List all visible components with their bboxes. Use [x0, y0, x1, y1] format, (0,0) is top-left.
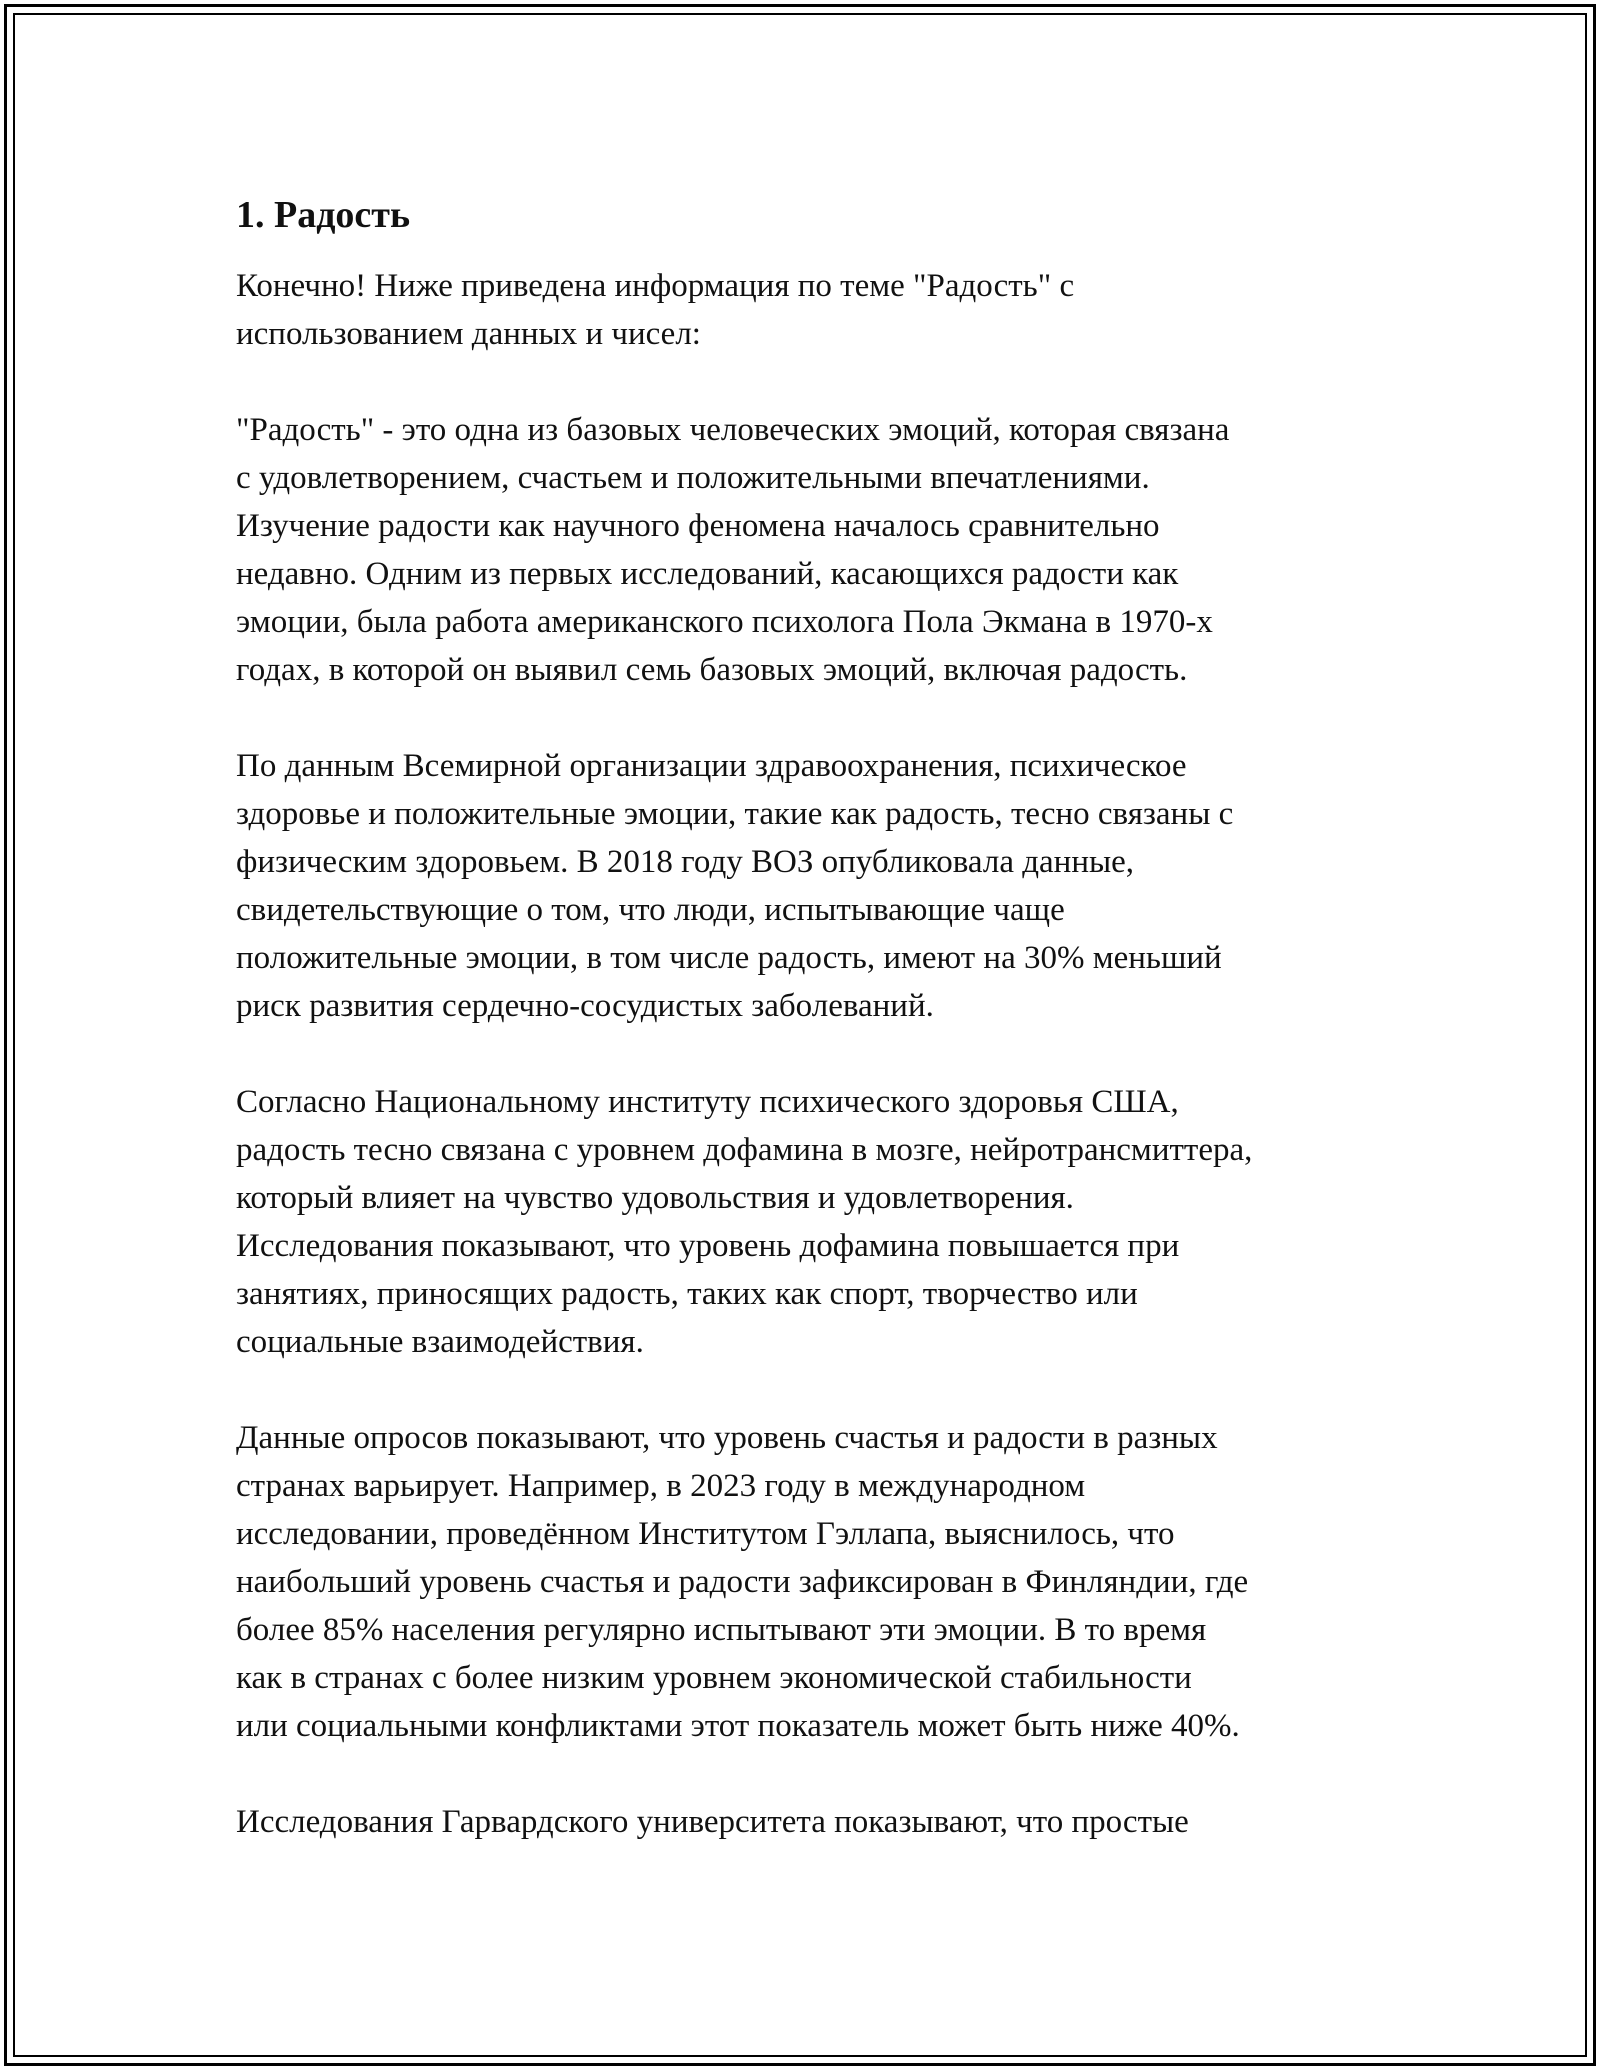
paragraph-harvard: Исследования Гарвардского университета показывают, что простые: [236, 1804, 1189, 1840]
paragraph-definition: "Радость" - это одна из базовых человеческих эмоций, которая связана с удовлетворением, счастьем и положительными впечатлениями. Изучение радости как научного феномена началось сравнительно недавно. Одним из первых исследований, касающихся радости как эмоции, была работа американского психолога Пола Экмана в 1970-х годах, в которой он выявил семь базовых эмоций, включая радость.: [236, 412, 1230, 688]
paragraph-surveys: Данные опросов показывают, что уровень счастья и радости в разных странах варьирует. Например, в 2023 году в международном исследовании, проведённом Институтом Гэллапа, выяснилось, что наибольший уровень счастья и радости зафиксирован в Финляндии, где более 85% населения регулярно испытывают эти эмоции. В то время как в странах с более низким уровнем экономической стабильности или социальными конфликтами этот показатель может быть ниже 40%.: [236, 1420, 1249, 1744]
paragraph-intro: Конечно! Ниже приведена информация по теме "Радость" с использованием данных и чисел:: [236, 268, 1075, 352]
section-heading: 1. Радость: [236, 194, 411, 236]
paragraph-dopamine: Согласно Национальному институту психического здоровья США, радость тесно связана с уровнем дофамина в мозге, нейротрансмиттера, который влияет на чувство удовольствия и удовлетворения. Исследования показывают, что уровень дофамина повышается при занятиях, приносящих радость, таких как спорт, творчество или социальные взаимодействия.: [236, 1084, 1253, 1360]
document-body: [236, 186, 1376, 1894]
paragraph-who-data: По данным Всемирной организации здравоохранения, психическое здоровье и положительные эмоции, такие как радость, тесно связаны с физическим здоровьем. В 2018 году ВОЗ опубликовала данные, свидетельствующие о том, что люди, испытывающие чаще положительные эмоции, в том числе радость, имеют на 30% меньший риск развития сердечно-сосудистых заболеваний.: [236, 748, 1234, 1024]
